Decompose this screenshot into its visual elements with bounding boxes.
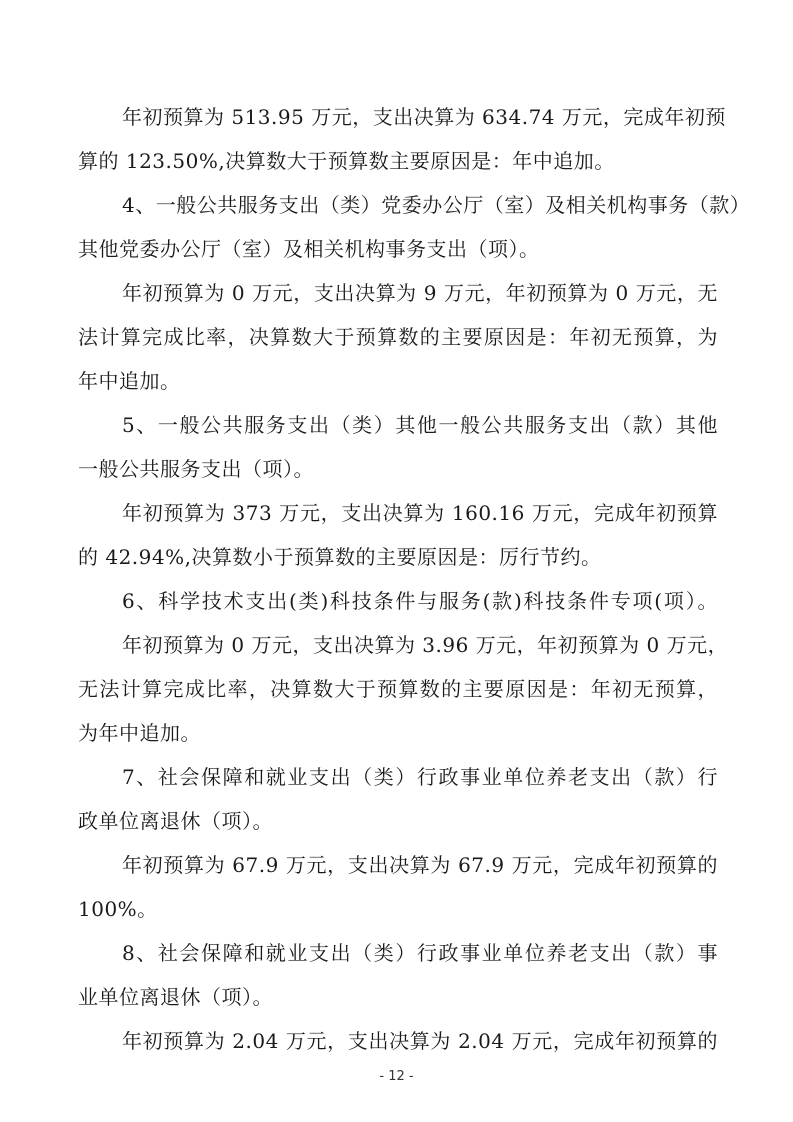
paragraph-line: 年初预算为 373 万元，支出决算为 160.16 万元，完成年初预算: [122, 501, 718, 525]
section-heading-line: 4、一般公共服务支出（类）党委办公厅（室）及相关机构事务（款）: [122, 193, 751, 217]
section-heading-line: 8、社会保障和就业支出（类）行政事业单位养老支出（款）事: [122, 941, 718, 965]
section-heading-line: 业单位离退休（项）。: [78, 985, 273, 1009]
paragraph-line: 年初预算为 0 万元，支出决算为 3.96 万元，年初预算为 0 万元，: [122, 633, 729, 657]
section-heading-line: 7、社会保障和就业支出（类）行政事业单位养老支出（款）行: [122, 765, 718, 789]
paragraph-line: 年初预算为 0 万元，支出决算为 9 万元，年初预算为 0 万元，无: [122, 281, 718, 305]
paragraph-line: 年初预算为 513.95 万元，支出决算为 634.74 万元，完成年初预: [122, 105, 726, 129]
paragraph-line: 年初预算为 67.9 万元，支出决算为 67.9 万元，完成年初预算的: [122, 853, 718, 877]
paragraph-line: 算的 123.50%,决算数大于预算数主要原因是：年中追加。: [78, 149, 615, 173]
paragraph-line: 无法计算完成比率，决算数大于预算数的主要原因是：年初无预算，: [78, 677, 718, 701]
section-heading-line: 一般公共服务支出（项）。: [78, 457, 314, 481]
paragraph-line: 年中追加。: [78, 369, 181, 393]
paragraph-line: 年初预算为 2.04 万元，支出决算为 2.04 万元，完成年初预算的: [122, 1029, 718, 1053]
paragraph-line: 为年中追加。: [78, 721, 201, 745]
paragraph-line: 100%。: [78, 897, 158, 921]
section-heading-line: 其他党委办公厅（室）及相关机构事务支出（项）。: [78, 237, 540, 261]
section-heading-line: 6、科学技术支出(类)科技条件与服务(款)科技条件专项(项）。: [122, 589, 718, 613]
paragraph-line: 的 42.94%,决算数小于预算数的主要原因是：厉行节约。: [78, 545, 602, 569]
page-number: - 12 -: [379, 1069, 414, 1084]
paragraph-line: 法计算完成比率，决算数大于预算数的主要原因是：年初无预算，为: [78, 325, 718, 349]
section-heading-line: 政单位离退休（项）。: [78, 809, 273, 833]
section-heading-line: 5、一般公共服务支出（类）其他一般公共服务支出（款）其他: [122, 413, 718, 437]
